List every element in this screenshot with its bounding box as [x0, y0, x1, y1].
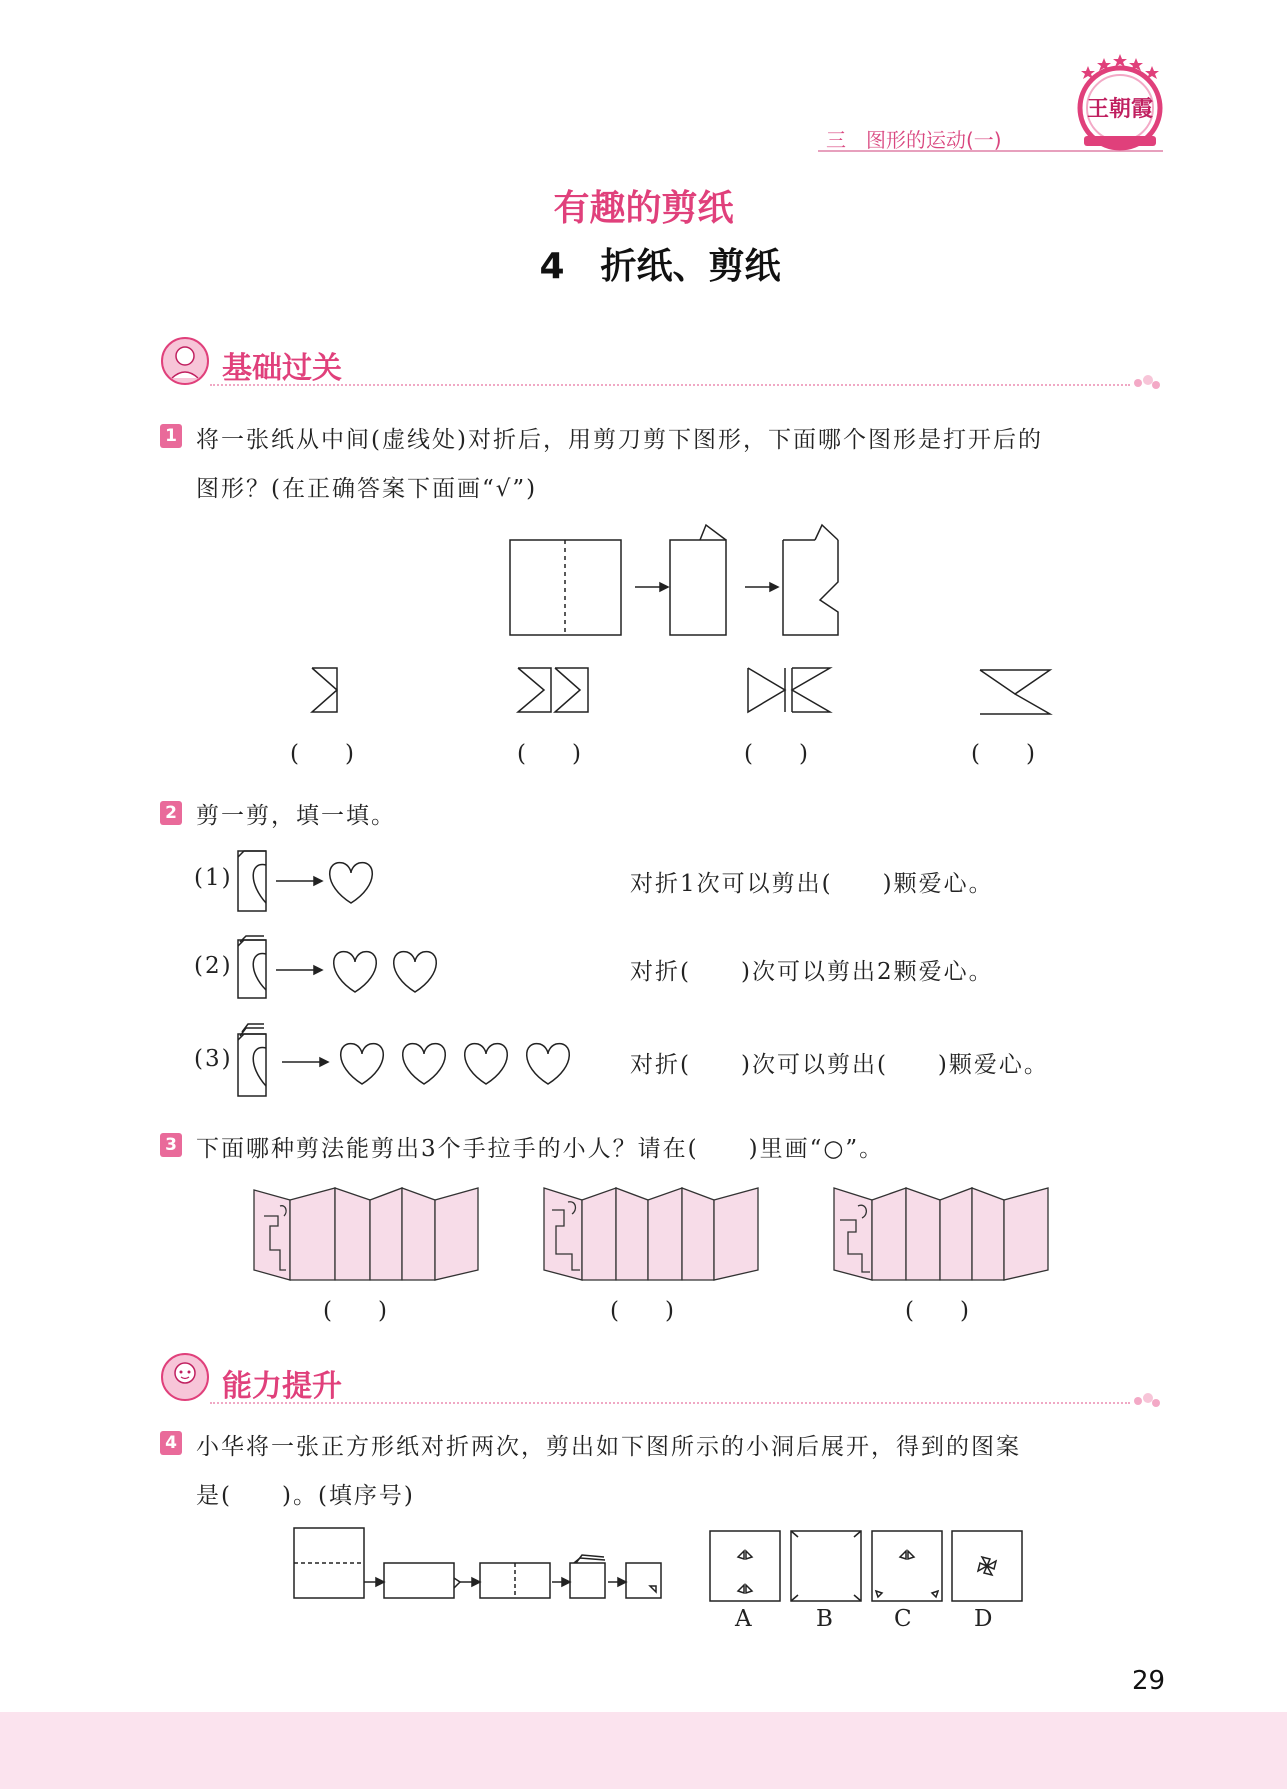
q3-blank-3[interactable]: ( )	[905, 1298, 969, 1324]
q2-item-2-label: (2)	[194, 953, 233, 979]
publisher-logo	[1068, 52, 1172, 156]
q3-blank-1[interactable]: ( )	[323, 1298, 387, 1324]
q2-item-2-text: 对折( )次可以剪出2颗爱心。	[630, 959, 994, 985]
q1-folding-diagram	[500, 520, 850, 645]
q3-prompt: 下面哪种剪法能剪出3个手拉手的小人？请在( )里画“○”。	[196, 1136, 885, 1162]
q1-blank-1[interactable]: ( )	[290, 741, 354, 767]
q1-blank-4[interactable]: ( )	[971, 741, 1035, 767]
question-number-3: 3	[160, 1133, 182, 1157]
q3-blank-2[interactable]: ( )	[610, 1298, 674, 1324]
q4-option-b[interactable]: B	[816, 1606, 835, 1632]
q2-item-3-label: (3)	[194, 1046, 233, 1072]
q4-option-c[interactable]: C	[894, 1606, 914, 1632]
q2-item-3-text: 对折( )次可以剪出( )颗爱心。	[630, 1052, 1049, 1078]
q1-blank-3[interactable]: ( )	[744, 741, 808, 767]
dots-decoration-icon-2	[1132, 1392, 1162, 1410]
q2-item-1-label: (1)	[194, 865, 233, 891]
q2-item-3-diagram	[234, 1020, 574, 1100]
q2-item-1-text: 对折1次可以剪出( )颗爱心。	[630, 871, 994, 897]
q1-blank-2[interactable]: ( )	[517, 741, 581, 767]
question-number-2: 2	[160, 801, 182, 825]
q1-text-line1: 将一张纸从中间(虚线处)对折后，用剪刀剪下图形，下面哪个图形是打开后的	[196, 427, 1043, 453]
section-divider	[210, 384, 1130, 386]
q2-item-2-diagram	[234, 932, 444, 1002]
q1-text-line2: 图形？(在正确答案下面画“√”)	[196, 476, 538, 502]
section-divider-2	[210, 1402, 1130, 1404]
q4-folding-sequence	[290, 1520, 670, 1600]
svg-text:王朝霞: 王朝霞	[1086, 96, 1154, 122]
dots-decoration-icon	[1132, 374, 1162, 392]
q1-answer-options	[290, 662, 1080, 718]
q2-prompt: 剪一剪，填一填。	[196, 803, 396, 829]
lesson-title: 4 折纸、剪纸	[539, 246, 781, 287]
page-number: 29	[1132, 1666, 1166, 1696]
q2-item-1-diagram	[234, 845, 384, 915]
q4-text-line1: 小华将一张正方形纸对折两次，剪出如下图所示的小洞后展开，得到的图案	[196, 1434, 1021, 1460]
section-title-basic: 基础过关	[222, 351, 342, 386]
page-title: 有趣的剪纸	[553, 188, 734, 229]
mascot-icon-2	[160, 1352, 210, 1402]
q3-folded-paper-options	[250, 1180, 1080, 1290]
footer-band	[0, 1712, 1287, 1789]
q4-option-d[interactable]: D	[974, 1606, 995, 1632]
chapter-header: 三 图形的运动(一)	[826, 128, 1002, 152]
section-title-advanced: 能力提升	[222, 1369, 342, 1404]
mascot-icon	[160, 336, 210, 386]
q4-option-a[interactable]: A	[735, 1606, 754, 1632]
q4-text-line2: 是( )。(填序号)	[196, 1483, 415, 1509]
question-number-4: 4	[160, 1431, 182, 1455]
question-number-1: 1	[160, 424, 182, 448]
q4-answer-options	[706, 1527, 1026, 1607]
